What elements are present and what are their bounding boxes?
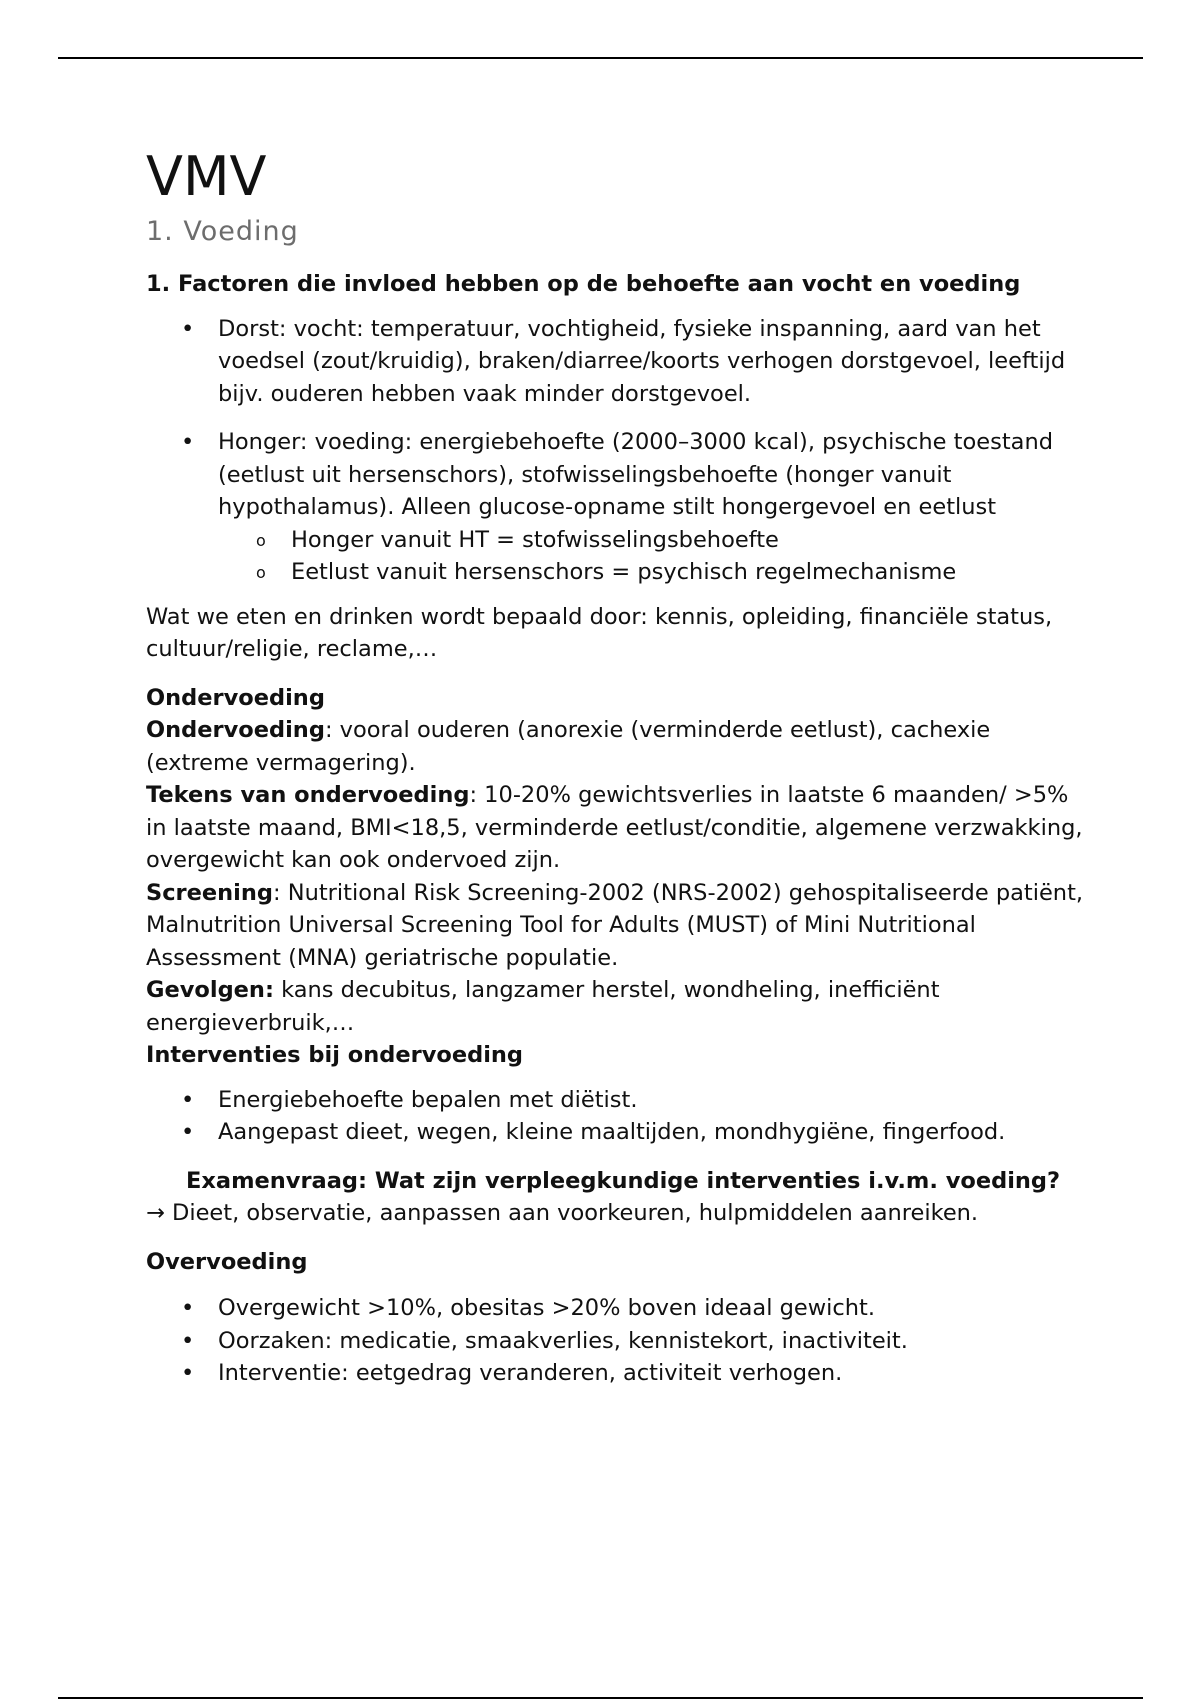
document-title: VMV	[146, 145, 267, 208]
paragraph-tekens	[146, 779, 1086, 877]
paragraph-gevolgen	[146, 974, 1086, 1039]
list-item: • Dorst: vocht: temperatuur, vochtigheid, fysieke inspanning, aard van het voedsel (zout/kruidig), braken/diarree/koorts verhogen dorstgevoel, leeftijd bijv. ouderen hebben vaak minder dorstgevoel.	[146, 313, 1086, 411]
list-item	[146, 426, 1086, 589]
list-item: • Oorzaken: medicatie, smaakverlies, kennistekort, inactiviteit.	[146, 1325, 1086, 1358]
term-text: kans decubitus, langzamer herstel, wondheling, inefficiënt energieverbruik,…	[146, 977, 940, 1036]
factoren-list	[146, 313, 1086, 589]
sub-list-item: o Honger vanuit HT = stofwisselingsbehoefte	[146, 524, 1086, 557]
exam-answer: → Dieet, observatie, aanpassen aan voorkeuren, hulpmiddelen aanreiken.	[146, 1200, 979, 1226]
sub-list-item: o Eetlust vanuit hersenschors = psychisch regelmechanisme	[146, 556, 1086, 589]
section-heading-ondervoeding: Ondervoeding	[146, 684, 325, 711]
list-item: • Interventie: eetgedrag veranderen, activiteit verhogen.	[146, 1357, 1086, 1390]
section-heading-factoren: 1. Factoren die invloed hebben op de behoefte aan vocht en voeding	[146, 271, 1021, 297]
document-subtitle: 1. Voeding	[146, 216, 299, 247]
term: Screening	[146, 879, 274, 906]
sub-list	[218, 524, 1086, 589]
term-text: : 10-20% gewichtsverlies in laatste 6 maanden/ >5% in laatste maand, BMI<18,5, verminderde eetlust/conditie, algemene verzwakking, overgewicht kan ook ondervoed zijn.	[146, 782, 1083, 873]
bottom-rule	[58, 1697, 1143, 1699]
top-rule	[58, 57, 1143, 59]
paragraph-definitie	[146, 714, 1086, 779]
section-heading-overvoeding: Overvoeding	[146, 1248, 308, 1275]
term: Tekens van ondervoeding	[146, 782, 470, 808]
paragraph-screening	[146, 877, 1086, 975]
interventies-list	[146, 1084, 1086, 1149]
exam-question: Examenvraag: Wat zijn verpleegkundige interventies i.v.m. voeding?	[186, 1167, 1061, 1194]
section-heading-interventies: Interventies bij ondervoeding	[146, 1042, 524, 1068]
list-item-text: Honger: voeding: energiebehoefte (2000–3000 kcal), psychische toestand (eetlust uit hersenschors), stofwisselingsbehoefte (honger vanuit hypothalamus). Alleen glucose-opname stilt hongergevoel en eetlust	[218, 429, 1053, 520]
list-item: • Overgewicht >10%, obesitas >20% boven ideaal gewicht.	[146, 1292, 1086, 1325]
term-text: : Nutritional Risk Screening-2002 (NRS-2002) gehospitaliseerde patiënt, Malnutrition Universal Screening Tool for Adults (MUST) of Mini Nutritional Assessment (MNA) geriatrische populatie.	[146, 879, 1084, 971]
term: Gevolgen:	[146, 977, 274, 1003]
list-item: • Energiebehoefte bepalen met diëtist.	[146, 1084, 1086, 1117]
term: Ondervoeding	[146, 717, 325, 743]
paragraph-bepaald: Wat we eten en drinken wordt bepaald door: kennis, opleiding, financiële status, cultuur/religie, reclame,…	[146, 603, 1053, 662]
document-page	[146, 140, 1086, 1390]
list-item: • Aangepast dieet, wegen, kleine maaltijden, mondhygiëne, fingerfood.	[146, 1116, 1086, 1149]
term-text: : vooral ouderen (anorexie (verminderde eetlust), cachexie (extreme vermagering).	[146, 717, 991, 776]
overvoeding-list	[146, 1292, 1086, 1390]
